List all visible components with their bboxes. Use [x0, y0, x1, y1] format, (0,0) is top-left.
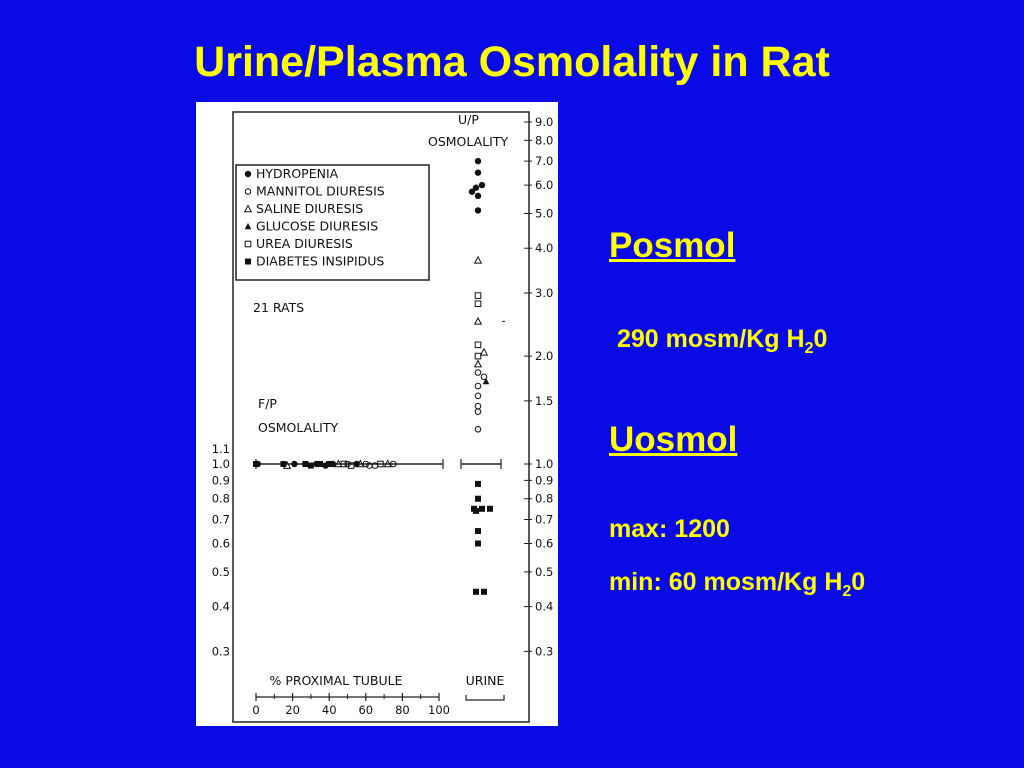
left-tick-label: 0.4 [211, 599, 230, 614]
uosmol-min-tail: 0 [851, 568, 866, 596]
right-tick-label: 6.0 [535, 178, 554, 193]
right-tick-label: 0.8 [535, 491, 554, 506]
posmol-tail: 0 [813, 325, 828, 353]
urine-point [475, 353, 481, 359]
legend-label: DIABETES INSIPIDUS [256, 253, 385, 269]
urine-point [475, 361, 482, 367]
fp-osmolality-label: OSMOLALITY [258, 420, 339, 435]
right-tick-label: 0.4 [535, 599, 554, 614]
proximal-point [255, 461, 261, 467]
left-tick-label: 0.5 [211, 564, 230, 579]
left-tick-label: 0.8 [211, 491, 230, 506]
uosmol-min-text: min: 60 mosm/Kg H [609, 568, 843, 596]
urine-bracket [466, 695, 504, 700]
urine-point [475, 342, 481, 348]
posmol-subscript: 2 [804, 340, 814, 357]
urine-point [475, 169, 481, 175]
urine-point [475, 193, 481, 199]
urine-point [475, 301, 481, 307]
uosmol-min-subscript: 2 [842, 583, 852, 600]
x-tick-label: 0 [252, 703, 260, 717]
uosmol-min [609, 568, 865, 601]
legend-label: SALINE DIURESIS [256, 201, 364, 216]
urine-point [475, 393, 481, 399]
left-tick-label: 0.3 [211, 644, 230, 659]
left-tick-label: 0.6 [211, 536, 230, 551]
proximal-point [308, 463, 314, 469]
legend-label: UREA DIURESIS [256, 236, 353, 251]
legend-marker [245, 241, 251, 247]
left-tick-label: 0.9 [211, 473, 230, 488]
urine-point [487, 506, 493, 512]
legend-marker [245, 171, 251, 177]
legend-label: GLUCOSE DIURESIS [256, 218, 379, 234]
x-tick-label: 100 [428, 703, 450, 717]
urine-point [475, 409, 481, 415]
urine-point [473, 589, 479, 595]
uosmol-heading: Uosmol [609, 420, 738, 459]
urine-point [469, 189, 475, 195]
right-tick-label: 2.0 [535, 349, 554, 364]
osmolality-chart [196, 102, 558, 726]
slide-title: Urine/Plasma Osmolality in Rat [194, 38, 830, 86]
posmol-value [617, 325, 827, 358]
right-tick-label: 4.0 [535, 241, 554, 256]
urine-point [483, 378, 490, 384]
right-tick-label: 0.9 [535, 473, 554, 488]
left-tick-label: 1.0 [211, 457, 230, 471]
left-tick-label: 1.1 [211, 442, 230, 457]
x-tick-label: 80 [395, 703, 410, 717]
right-tick-label: 1.5 [535, 393, 554, 408]
urine-point [475, 293, 481, 299]
posmol-value-text: 290 mosm/Kg H [617, 325, 805, 353]
right-tick-label: 0.3 [535, 644, 554, 659]
rats-note: 21 RATS [253, 300, 305, 315]
urine-point [475, 496, 481, 502]
urine-point [475, 370, 481, 376]
proximal-point [317, 461, 323, 467]
right-tick-label: 1.0 [535, 457, 554, 471]
fp-label: F/P [258, 396, 277, 411]
left-tick-label: 0.7 [211, 512, 230, 527]
right-tick-label: 3.0 [535, 286, 554, 300]
x-axis-title: % PROXIMAL TUBULE [269, 673, 403, 688]
urine-point [475, 257, 482, 263]
urine-point [473, 508, 479, 514]
urine-point [475, 541, 481, 547]
posmol-heading: Posmol [609, 226, 736, 265]
x-tick-label: 40 [321, 703, 337, 717]
right-tick-label: 0.5 [535, 564, 554, 579]
urine-point [475, 403, 481, 409]
legend-label: MANNITOL DIURESIS [256, 183, 385, 199]
legend-marker [245, 259, 251, 265]
legend-marker [245, 189, 251, 195]
up-osmolality-label: OSMOLALITY [428, 134, 509, 149]
proximal-point [291, 461, 297, 467]
x-tick-label: 20 [285, 703, 300, 717]
osmolality-figure [196, 102, 558, 726]
urine-point [475, 207, 481, 213]
proximal-point [302, 461, 308, 467]
urine-point [475, 383, 481, 389]
legend-marker [245, 206, 252, 212]
right-tick-label: 7.0 [535, 154, 554, 169]
urine-label: URINE [465, 673, 505, 688]
urine-point [479, 182, 485, 188]
urine-point [475, 158, 481, 164]
legend-marker [245, 223, 252, 229]
right-tick-label: 8.0 [535, 133, 554, 148]
urine-point [481, 349, 488, 355]
right-tick-label: 0.6 [535, 536, 554, 551]
urine-point [481, 589, 487, 595]
right-tick-label: 0.7 [535, 512, 554, 527]
urine-point [475, 318, 482, 324]
up-label: U/P [458, 112, 479, 127]
urine-point [475, 528, 481, 534]
urine-point [479, 506, 485, 512]
right-tick-label: 9.0 [535, 115, 554, 129]
right-tick-label: 5.0 [535, 206, 554, 221]
x-tick-label: 60 [358, 703, 374, 717]
urine-point [475, 426, 481, 432]
urine-point [475, 481, 481, 487]
legend-label: HYDROPENIA [256, 166, 339, 181]
uosmol-max: max: 1200 [609, 515, 730, 543]
